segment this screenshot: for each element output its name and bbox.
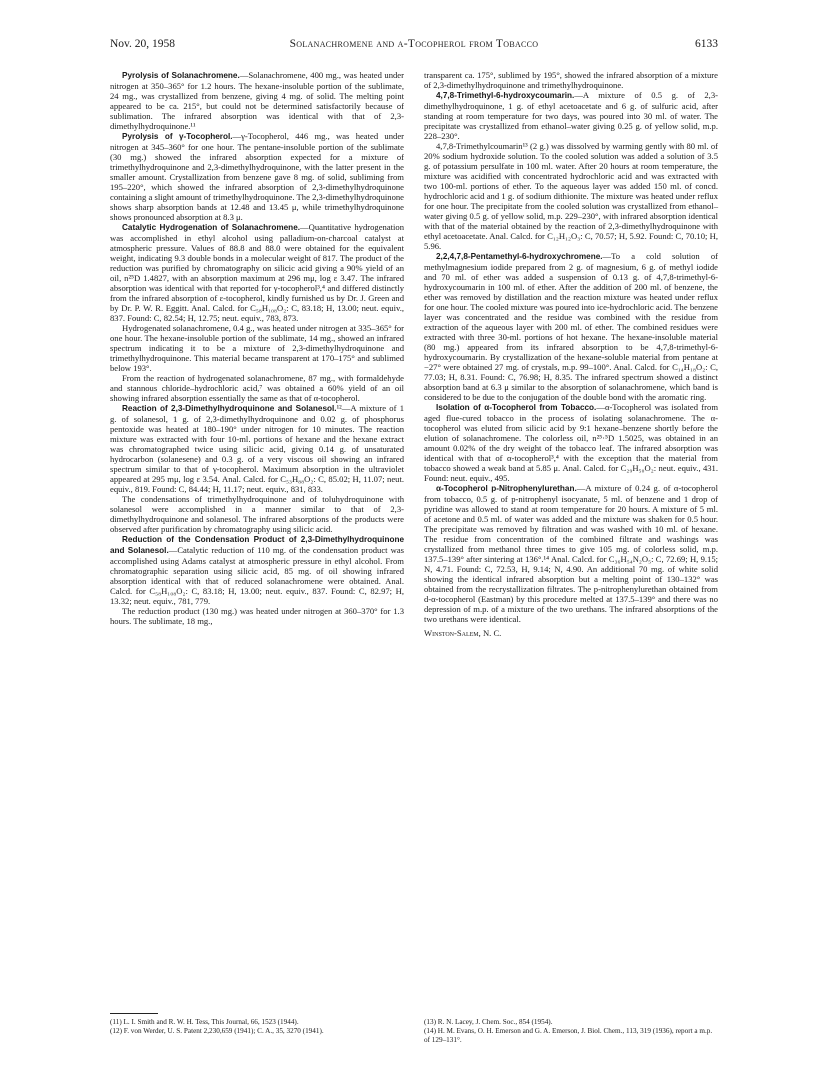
left-column: [110, 70, 404, 626]
paragraph: [110, 403, 404, 494]
header-date: Nov. 20, 1958: [110, 38, 176, 50]
paragraph-text: 4,7,8-Trimethylcoumarin¹³ (2 g.) was dissolved by warming gently with 80 ml. of 20% sodium hydroxide solution. To the cooled solution was added a solution of 3.5 g. of potassium persulfate in 100 ml. water. After 20 hours at room temperature, the mixture was acidified with concentrated hydrochloric acid and was extracted with two 100-ml. portions of ether. To the aqueous layer was added 150 ml. of concd. hydrochloric acid and 1 g. of sodium dithionite. The mixture was heated under reflux for one hour. The precipitate from the cooled solution was crystallized from ethanol–water giving 0.5 g. of yellow solid, m.p. 229–230°, with infrared absorption identical with that of the material obtained by the reaction of 2,3-dimethylhydroquinone with ethyl acetoacetate. Anal. Calcd. for C₁₂H₁₂O₃: C, 70.57; H, 5.92. Found: C, 70.10; H, 5.96.: [424, 141, 718, 251]
paragraph-text: —α-Tocopherol was isolated from aged flue-cured tobacco in the process of isolating solanachromene. The α-tocopherol was eluted from silicic acid by 9:1 hexane–benzene shortly before the elution of solanachromene. The colorless oil, n²⁵·⁵D 1.5025, was obtained in an amount 0.02% of the dry weight of the tobacco leaf. The infrared absorption was identical with that of α-tocopherol³,⁴ with the exception that the material from tobacco showed a weak band at 5.85 μ. Anal. Calcd. for C₂₉H₅₀O₂: neut. equiv., 431. Found: neut. equiv., 495.: [424, 402, 718, 483]
paragraph-text: —γ-Tocopherol, 446 mg., was heated under nitrogen at 345–360° for one hour. The pentane-insoluble portion of the sublimate (30 mg.) showed the infrared absorption expected for a mixture of trimethylhydroquinone and 2,3-dimethylhydroquinone, with the latter present in the smaller amount. Crystallization from benzene gave 8 mg. of solid, subliming from 195–220°, which showed the infrared absorption of 2,3-dimethylhydroquinone containing a slight amount of trimethylhydroquinone. The 2,3-dimethylhydroquinone shows sharp absorption bands at 12.48 and 13.45 μ, while trimethylhydroquinone shows pronounced absorption at 8.3 μ.: [110, 131, 404, 222]
footnote: (12) F. von Werder, U. S. Patent 2,230,659 (1941); C. A., 35, 3270 (1941).: [110, 1027, 324, 1035]
running-header: [110, 38, 718, 54]
paragraph-text: —Solanachromene, 400 mg., was heated under nitrogen at 350–365° for 1.2 hours. The hexane-insoluble portion of the sublimate, 24 mg., was crystallized from benzene, giving 4 mg. of solid. The melting point appeared to be ca. 215°, but could not be determined satisfactorily because of sublimation. The infrared absorption was identical with that of 2,3-dimethylhydroquinone.¹¹: [110, 70, 404, 131]
paragraph: [110, 131, 404, 222]
paragraph: [110, 494, 404, 534]
paragraph-text: From the reaction of hydrogenated solanachromene, 87 mg., with formaldehyde and stannous chloride–hydrochloric acid,⁷ was obtained a 60% yield of an oil showing infrared absorption essentially the same as that of α-tocopherol.: [110, 373, 404, 403]
paragraph-heading: 2,2,4,7,8-Pentamethyl-6-hydroxychromene.: [436, 252, 603, 261]
author-location: Winston-Salem, N. C.: [424, 628, 502, 638]
paragraph-heading: Pyrolysis of Solanachromene.: [122, 71, 240, 80]
paragraph: [424, 90, 718, 141]
paragraph: [424, 141, 718, 251]
paragraph: [424, 402, 718, 483]
footnotes-right: [424, 1018, 718, 1045]
footnote: (13) R. N. Lacey, J. Chem. Soc., 854 (1954).: [424, 1018, 553, 1026]
paragraph-text: transparent ca. 175°, sublimed by 195°, showed the infrared absorption of a mixture of 2,3-dimethylhydroquinone and trimethylhydroquinone.: [424, 70, 718, 90]
paragraph-text: ¹²—A mixture of 1 g. of solanesol, 1 g. of 2,3-dimethylhydroquinone and 0.02 g. of phosphorus pentoxide was heated at 180–190° under nitrogen for 10 minutes. The reaction mixture was extracted with four 10-ml. portions of hexane and the hexane extract was chromatographed twice using silicic acid, giving 0.14 g. of unsaturated hydrocarbon (solanesene) and 0.3 g. of a very viscous oil showing an infrared spectrum similar to that of γ-tocopherol. Maximum absorption in the ultraviolet appeared at 295 mμ, log ε 3.54. Anal. Calcd. for C₅₃H₈₈O₂: C, 85.02; H, 11.07; neut. equiv., 819. Found: C, 84.44; H, 11.17; neut. equiv., 831, 833.: [110, 403, 404, 494]
footnote: (11) L. I. Smith and R. W. H. Tess, This Journal, 66, 1523 (1944).: [110, 1018, 299, 1026]
right-column: [424, 70, 718, 638]
paragraph: [110, 70, 404, 131]
page-number: 6133: [695, 38, 718, 50]
paragraph: [110, 373, 404, 403]
paragraph: [424, 251, 718, 402]
paragraph: [110, 323, 404, 373]
paragraph-heading: 4,7,8-Trimethyl-6-hydroxycoumarin.: [436, 91, 575, 100]
paragraph-heading: Pyrolysis of γ-Tocopherol.: [122, 132, 233, 141]
paragraph-text: The condensations of trimethylhydroquinone and of toluhydroquinone with solanesol were accomplished in a manner similar to that of 2,3-dimethylhydroquinone and solanesol. The infrared absorptions of the products were observed after purification by chromatography using silicic acid.: [110, 494, 404, 534]
paragraph: [110, 606, 404, 626]
paragraph-text: The reduction product (130 mg.) was heated under nitrogen at 360–370° for 1.3 hours. The sublimate, 18 mg.,: [110, 606, 404, 626]
paragraph-text: —Quantitative hydrogenation was accomplished in ethyl alcohol using palladium-on-charcoal catalyst at atmospheric pressure. Values of 88.8 and 88.0 were obtained for the equivalent weight, indicating 9.3 double bonds in a molecular weight of 817. The product of the reduction was purified by chromatography on silicic acid giving a 90% yield of an oil, n²⁵D 1.4827, with an absorption maximum at 296 mμ, log ε 3.47. The infrared absorption was identical with that reported for γ-tocopherol³,⁴ and differed distinctly from the infrared absorption of ε-tocopherol, kindly furnished us by Dr. J. Green and by Dr. P. W. R. Eggitt. Anal. Calcd. for C₅₈H₁₀₈O₂: C, 83.18; H, 13.00; neut. equiv., 837. Found: C, 82.54; H, 12.75; neut. equiv., 783, 873.: [110, 222, 404, 323]
paragraph: [110, 222, 404, 323]
paragraph-heading: Catalytic Hydrogenation of Solanachromene.: [122, 223, 301, 232]
header-title: Solanachromene and α-Tocopherol from Tobacco: [289, 38, 539, 50]
paragraph: [110, 534, 404, 606]
paragraph-heading: Reduction of the Condensation Product of 2,3-Dimethylhydroquinone and Solanesol.: [110, 535, 404, 555]
paragraph-text: —A mixture of 0.5 g. of 2,3-dimethylhydroquinone, 1 g. of ethyl acetoacetate and 6 g. of sulfuric acid, after standing at room temperature for two days, was poured into 30 ml. of water. The precipitate was crystallized from ethanol–water giving 0.25 g. of yellow solid, m.p. 228–230°.: [424, 90, 718, 141]
footnotes-left: [110, 1018, 404, 1036]
footnote: (14) H. M. Evans, O. H. Emerson and G. A. Emerson, J. Biol. Chem., 113, 319 (1936), report a m.p. of 129–131°.: [424, 1027, 713, 1044]
paragraph-text: —A mixture of 0.24 g. of α-tocopherol from tobacco, 0.5 g. of p-nitrophenyl isocyanate, 5 ml. of benzene and 1 drop of pyridine was allowed to stand at room temperature for 20 hours. A mixture of 5 ml. of acetone and 0.5 ml. of water was added and the mixture was shaken for 0.5 hour. The precipitate was removed by filtration and was washed with 10 ml. of hexane. The residue from concentration of the combined filtrate and washings was crystallized from methanol three times to give 105 mg. of colorless solid, m.p. 137.5–139° after sintering at 136°.¹⁴ Anal. Calcd. for C₃₆H₅₄N₂O₅: C, 72.69; H, 9.15; N, 4.71. Found: C, 72.53, H, 9.14; N, 4.90. An additional 70 mg. of white solid showing the identical infrared absorption but a melting point of 130–132° was obtained from the recrystallization filtrates. The p-nitrophenylurethan obtained from d-α-tocopherol (Eastman) by this procedure melted at 137.5–139° and there was no depression of m.p. of a mixture of the two urethans. The infrared absorptions of the two urethans were identical.: [424, 483, 718, 624]
paragraph-text: —To a cold solution of methylmagnesium iodide prepared from 2 g. of magnesium, 6 g. of methyl iodide and 70 ml. of ether was added a suspension of 0.13 g. of 4,7,8-trimethyl-6-hydroxycoumarin in 100 ml. of ether. After the addition of 200 ml. of benzene, the ether was removed by distillation and the reaction mixture was heated under reflux for one hour. The cooled mixture was poured into ice-hydrochloric acid. The benzene layer was concentrated and the residue was combined with the residue from extraction of the aqueous layer with 200 ml. of ether. The combined residues were extracted with three 30-ml. portions of hot hexane. The hexane-insoluble material (80 mg.) appeared from its infrared absorption to be 4,7,8-trimethyl-6-hydroxycoumarin. By crystallization of the hexane-soluble material from pentane at −27° were obtained 27 mg. of crystals, m.p. 99–100°. Anal. Calcd. for C₁₄H₁₈O₂: C, 77.03; H, 8.31. Found: C, 76.98; H, 8.35. The infrared spectrum showed a distinct absorption band at 6.3 μ similar to the absorption of solanachromene, which band is considered to be due to the conjugation of the double bond with the aromatic ring.: [424, 251, 718, 402]
paragraph-heading: Isolation of α-Tocopherol from Tobacco.: [436, 403, 597, 412]
paragraph-text: Hydrogenated solanachromene, 0.4 g., was heated under nitrogen at 335–365° for one hour. The hexane-insoluble portion of the sublimate, 14 mg., showed an infrared spectrum indicating it to be a mixture of 2,3-dimethylhydroquinone and trimethylhydroquinone. This material became transparent at 170–175° and sublimed below 193°.: [110, 323, 404, 373]
paragraph: [424, 483, 718, 624]
paragraph-heading: Reaction of 2,3-Dimethylhydroquinone and Solanesol.: [122, 404, 337, 413]
paragraph-heading: α-Tocopherol p-Nitrophenylurethan.: [436, 484, 577, 493]
paragraph: [424, 70, 718, 90]
paragraph-text: —Catalytic reduction of 110 mg. of the condensation product was accomplished using Adams catalyst at atmospheric pressure in ethyl alcohol. From chromatographic separation using silicic acid, 85 mg. of oil showing infrared absorption identical with that of reduced solanachromene were obtained. Anal. Calcd. for C₅₈H₁₀₈O₂: C, 83.18; H, 13.00; neut. equiv., 837. Found: C, 82.97; H, 13.32; neut. equiv., 781, 779.: [110, 545, 404, 606]
footnote-rule: [110, 1013, 158, 1014]
